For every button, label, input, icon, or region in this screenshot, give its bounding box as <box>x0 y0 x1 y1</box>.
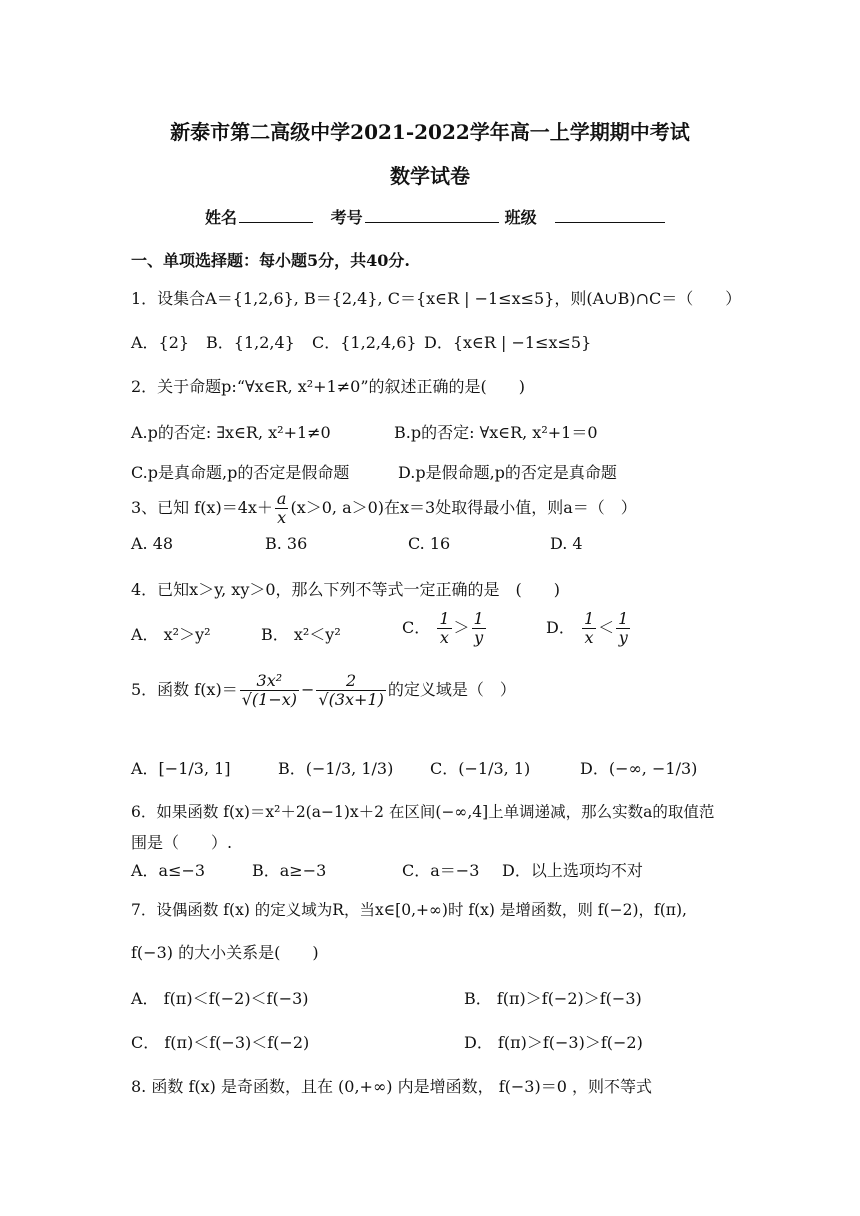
q4-c-frac-left <box>437 610 451 647</box>
q4-d-left-num: 1 <box>583 609 595 628</box>
q1-option-d: D．{x∈R | −1≤x≤5} <box>424 333 592 352</box>
q6-option-b: B．a≥−3 <box>252 861 327 880</box>
exam-subtitle: 数学试卷 <box>390 164 470 188</box>
q2-option-b: B.p的否定: ∀x∈R, x²+1＝0 <box>394 423 598 442</box>
q5-option-a: A．[−1/3, 1] <box>131 759 231 778</box>
q3-frac-denominator: x <box>277 508 287 527</box>
q4-d-label: D． <box>546 618 575 637</box>
q3-stem-post: (x＞0, a＞0)在x＝3处取得最小值，则a＝（ ） <box>290 498 637 517</box>
q5-stem-post: 的定义域是（ ） <box>387 680 516 699</box>
q4-c-left-den: x <box>439 628 449 647</box>
q4-stem: 4．已知x＞y, xy＞0，那么下列不等式一定正确的是 ( ) <box>131 580 561 599</box>
q4-d-right-den: y <box>618 628 628 647</box>
q4-option-a: A． x²＞y² <box>131 625 211 644</box>
q4-d-right-num: 1 <box>618 609 629 628</box>
q5-f1-denominator: √(1−x) <box>241 690 297 709</box>
name-blank <box>239 206 313 223</box>
q2-stem: 2．关于命题p:“∀x∈R, x²+1≠0”的叙述正确的是( ) <box>131 377 526 396</box>
q3-option-d: D. 4 <box>550 534 583 553</box>
q5-f2-numerator: 2 <box>316 672 385 691</box>
name-label: 姓名 <box>205 208 238 227</box>
q2-option-d: D.p是假命题,p的否定是真命题 <box>398 463 617 482</box>
q3-option-c: C. 16 <box>408 534 451 553</box>
q6-stem-line2: 围是（ ）. <box>131 833 233 852</box>
q1-stem: 1．设集合A＝{1,2,6}, B＝{2,4}, C＝{x∈R | −1≤x≤5}，则(A∪B)∩C＝（ ） <box>131 289 742 308</box>
q1-option-a: A．{2} <box>131 333 190 352</box>
q5-f2-denominator: √(3x+1) <box>318 690 384 709</box>
exam-title: 新泰市第二高级中学2021-2022学年高一上学期期中考试 <box>170 120 690 144</box>
id-label: 考号 <box>330 208 363 227</box>
q7-option-c: C． f(π)＜f(−3)＜f(−2) <box>131 1033 310 1052</box>
q6-option-c: C．a＝−3 <box>402 861 480 880</box>
q3-stem-pre: 3、已知 f(x)＝4x＋ <box>131 498 273 517</box>
q6-stem-line1: 6．如果函数 f(x)＝x²＋2(a−1)x＋2 在区间(−∞,4]上单调递减，那么实数a的取值范 <box>131 803 715 821</box>
q1-option-b: B．{1,2,4} <box>206 333 295 352</box>
q3-frac-numerator: a <box>276 489 287 508</box>
q4-option-b: B． x²＜y² <box>261 625 341 644</box>
q4-d-frac-left <box>582 610 596 647</box>
q3-option-a: A. 48 <box>131 534 174 553</box>
q7-option-a: A． f(π)＜f(−2)＜f(−3) <box>131 989 309 1008</box>
q4-c-frac-right <box>472 610 486 647</box>
q7-option-b: B． f(π)＞f(−2)＞f(−3) <box>464 989 642 1008</box>
q2-option-c: C.p是真命题,p的否定是假命题 <box>131 463 350 482</box>
q3-option-b: B. 36 <box>265 534 308 553</box>
q5-option-d: D．(−∞, −1/3) <box>580 759 698 778</box>
q5-f1-numerator: 3x² <box>240 672 299 691</box>
q4-d-frac-right <box>616 610 630 647</box>
q1-option-c: C．{1,2,4,6} <box>312 333 417 352</box>
q7-stem-line1: 7．设偶函数 f(x) 的定义域为R，当x∈[0,+∞)时 f(x) 是增函数，则 f(−2)，f(π), <box>131 901 687 919</box>
q5-minus: − <box>301 680 315 699</box>
q4-d-rel: ＜ <box>598 618 615 637</box>
q5-option-b: B．(−1/3, 1/3) <box>278 759 394 778</box>
q6-option-d: D．以上选项均不对 <box>502 861 643 880</box>
q7-stem-line2: f(−3) 的大小关系是( ) <box>131 943 319 962</box>
q5-stem-pre: 5．函数 f(x)＝ <box>131 680 238 699</box>
q7-option-d: D． f(π)＞f(−3)＞f(−2) <box>464 1033 643 1052</box>
q5-fraction-1 <box>240 672 299 709</box>
q4-option-c <box>402 610 488 647</box>
q4-c-right-den: y <box>474 628 484 647</box>
student-info-row <box>205 205 671 228</box>
q4-option-d <box>546 610 632 647</box>
q4-c-rel: ＞ <box>453 618 470 637</box>
q3-fraction <box>275 490 289 527</box>
class-label: 班级 <box>504 208 537 227</box>
q6-option-a: A．a≤−3 <box>131 861 206 880</box>
q4-c-left-num: 1 <box>439 609 450 628</box>
section-heading: 一、单项选择题：每小题5分，共40分. <box>131 251 410 270</box>
q4-c-label: C． <box>402 618 431 637</box>
class-blank <box>555 206 665 223</box>
q2-option-a: A.p的否定: ∃x∈R, x²+1≠0 <box>131 423 331 442</box>
q5-stem <box>131 672 740 709</box>
q3-stem <box>131 490 740 527</box>
q4-d-left-den: x <box>584 628 594 647</box>
q4-c-right-num: 1 <box>473 609 484 628</box>
id-blank <box>365 206 499 223</box>
q5-fraction-2 <box>316 672 385 709</box>
q8-stem: 8. 函数 f(x) 是奇函数，且在 (0,+∞) 内是增函数， f(−3)＝0 ，则不等式 <box>131 1077 652 1096</box>
q5-option-c: C．(−1/3, 1) <box>430 759 531 778</box>
